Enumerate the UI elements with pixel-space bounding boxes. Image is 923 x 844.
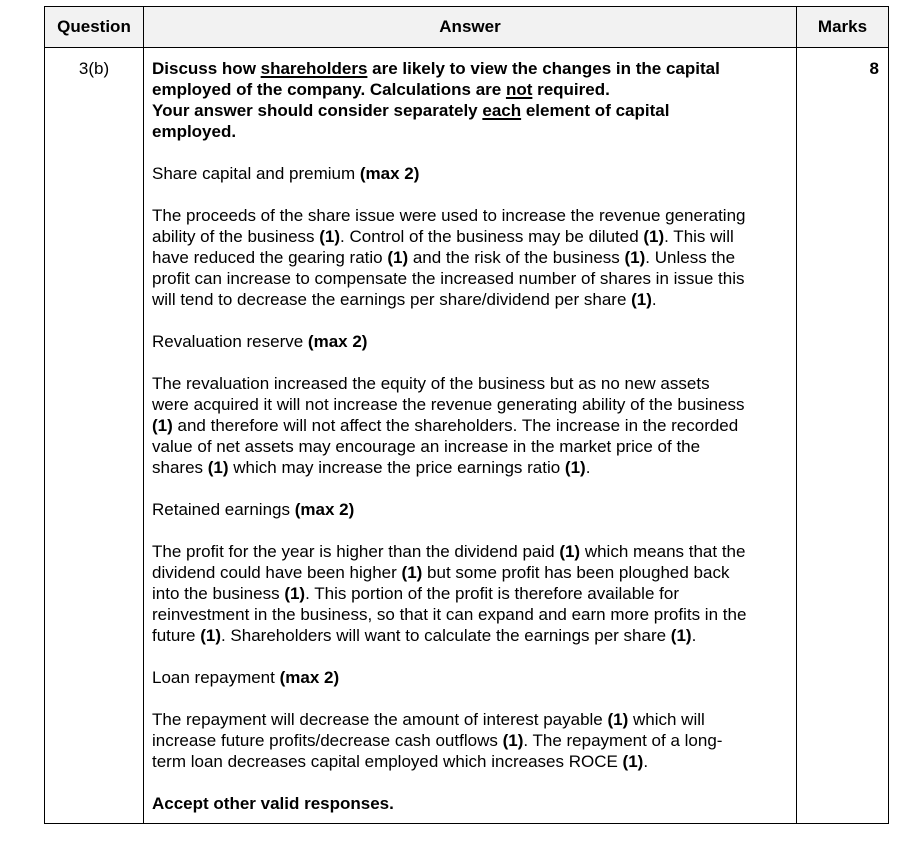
- bold-text: (max 2): [307, 332, 368, 351]
- answer-cell: [144, 48, 797, 824]
- bold-text: (1): [670, 626, 692, 645]
- bold-text: (1): [207, 458, 229, 477]
- answer-text: The repayment will decrease the amount of interest payable: [152, 710, 603, 729]
- answer-text: . This portion of the profit is therefore available for reinvestment in the business, so that it can expand and earn more profits in the future: [152, 584, 747, 645]
- emphasized-text: not: [505, 80, 533, 99]
- bold-text: (1): [387, 248, 409, 267]
- bold-text: (1): [607, 710, 629, 729]
- answer-text: and the risk of the business: [408, 248, 625, 267]
- bold-text: (1): [152, 416, 173, 435]
- bold-text: (1): [559, 542, 581, 561]
- bold-text: (1): [622, 752, 644, 771]
- bold-text: (1): [631, 290, 652, 309]
- answer-text: . Revaluation reserve: [152, 290, 657, 351]
- answer-text: . Control of the business may be diluted: [340, 227, 644, 246]
- header-question: Question: [45, 7, 144, 48]
- answer-text: The profit for the year is higher than the dividend paid: [152, 542, 555, 561]
- answer-text: Share capital and premium: [152, 164, 356, 183]
- bold-text: are likely to view the changes in the capital employed of the company. Calculations are: [152, 59, 720, 99]
- answer-text: and therefore will not affect the shareholders. The increase in the recorded value of net assets may encourage an increase in the market price of the shares: [152, 416, 739, 477]
- bold-text: (1): [401, 563, 423, 582]
- bold-text: element of capital employed.: [152, 101, 670, 141]
- bold-text: (1): [319, 227, 341, 246]
- bold-text: Discuss how: [152, 59, 261, 78]
- answer-text: . The repayment of a long- term loan decreases capital employed which increases ROCE: [152, 731, 723, 771]
- answer-text: . This will have reduced the gearing ratio: [152, 227, 734, 267]
- answer-text: which may increase the price earnings ratio: [228, 458, 565, 477]
- bold-text: (max 2): [279, 668, 340, 687]
- answer-text: The proceeds of the share issue were used to increase the revenue generating ability of the business: [152, 206, 746, 246]
- answer-text: but some profit has been ploughed back into the business: [152, 563, 730, 603]
- answer-text: which will increase future profits/decrease cash outflows: [152, 710, 705, 750]
- header-marks: Marks: [797, 7, 889, 48]
- bold-text: (1): [643, 227, 665, 246]
- bold-text: (max 2): [294, 500, 355, 519]
- mark-scheme-table: [44, 6, 889, 824]
- bold-text: (1): [624, 248, 646, 267]
- bold-text: (1): [564, 458, 586, 477]
- emphasized-text: shareholders: [260, 59, 368, 78]
- answer-text: which means that the dividend could have been higher: [152, 542, 746, 582]
- answer-text: . Unless the profit can increase to compensate the increased number of shares in issue this will tend to decrease the earnings per share/dividend per share: [152, 248, 745, 309]
- question-number: 3(b): [45, 48, 144, 824]
- header-answer: Answer: [144, 7, 797, 48]
- answer-text: . Retained earnings: [152, 458, 591, 519]
- bold-text: (1): [502, 731, 524, 750]
- marks-value: 8: [797, 48, 889, 824]
- answer-text: .: [643, 752, 649, 771]
- header-row: [45, 7, 889, 48]
- emphasized-text: each: [482, 101, 522, 120]
- answer-text: The revaluation increased the equity of the business but as no new assets were acquired it will not increase the revenue generating ability of the business: [152, 374, 745, 414]
- bold-text: (max 2): [359, 164, 420, 183]
- table-row: [45, 48, 889, 824]
- answer-text: . Shareholders will want to calculate the earnings per share: [220, 626, 671, 645]
- bold-text: Accept other valid responses.: [152, 794, 394, 813]
- answer-text: . Loan repayment: [152, 626, 697, 687]
- bold-text: required. Your answer should consider separately: [152, 80, 610, 120]
- bold-text: (1): [200, 626, 221, 645]
- bold-text: (1): [284, 584, 306, 603]
